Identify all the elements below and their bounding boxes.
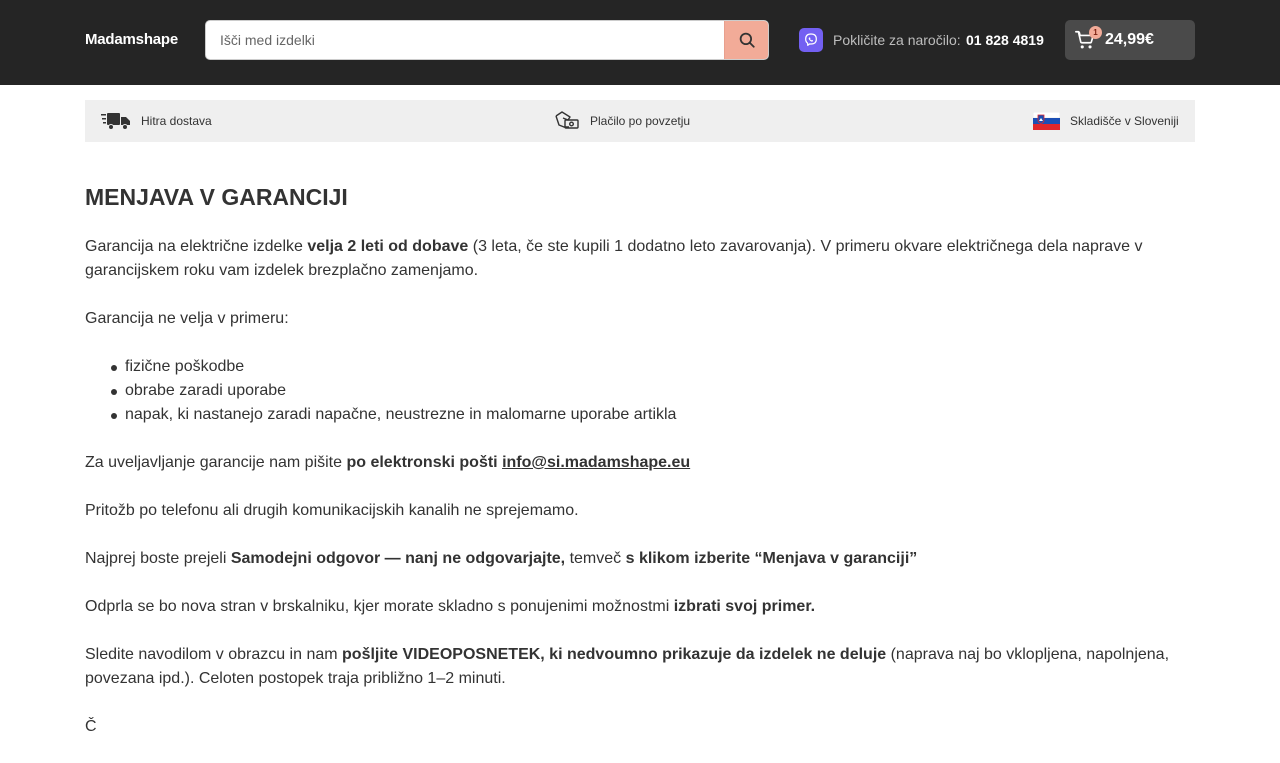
logo[interactable]: Madamshape [85,31,179,48]
text: Za uveljavljanje garancije nam pišite [85,454,347,471]
text: Garancija na električne izdelke [85,238,308,255]
cart-count-badge: 1 [1089,26,1102,39]
video-paragraph [85,643,1195,691]
cash-hand-icon [554,110,580,132]
new-page-paragraph [85,595,1195,619]
email-paragraph [85,451,1195,475]
email-link[interactable]: info@si.madamshape.eu [502,454,691,471]
text: Sledite navodilom v obrazcu in nam [85,646,343,663]
list-item: napak, ki nastanejo zaradi napačne, neustrezne in malomarne uporabe artikla [111,403,1195,427]
search-bar [205,20,769,60]
benefit-fast-delivery [101,100,212,142]
site-header [0,0,1280,85]
list-item: fizične poškodbe [111,355,1195,379]
text-bold: po elektronski pošti [346,454,498,471]
text-bold: izbrati svoj primer. [673,598,816,615]
text: Odprla se bo nova stran v brskalniku, kjer morate skladno s ponujenimi možnostmi [85,598,674,615]
benefit-label: Plačilo po povzetju [590,114,691,128]
search-icon [738,31,756,49]
cart-button[interactable] [1065,20,1195,60]
exclusions-list [85,355,1195,427]
text: (naprava naj bo vklopljena, napolnjena, povezana ipd.). Celoten postopek traja približno 1–2 minuti. [85,646,1170,687]
truck-icon [101,111,131,131]
text-bold: s klikom izberite “Menjava v garanciji” [625,550,918,567]
benefit-cash-on-delivery [554,100,690,142]
text-bold: velja 2 leti od dobave [307,238,469,255]
page-title: MENJAVA V GARANCIJI [85,184,348,210]
auto-reply-paragraph [85,547,1195,571]
exclusions-intro: Garancija ne velja v primeru: [85,310,289,327]
viber-icon[interactable] [799,28,823,52]
warranty-paragraph [85,235,1195,283]
benefit-label: Hitra dostava [141,114,212,128]
benefits-bar [85,100,1195,142]
cut-off-paragraph: Č [85,718,97,735]
text: temveč [565,550,626,567]
search-input[interactable] [206,21,726,59]
text-bold: pošljite VIDEOPOSNETEK, ki nedvoumno prikazuje da izdelek ne deluje [342,646,887,663]
cart-total: 24,99€ [1105,31,1154,48]
search-button[interactable] [724,21,768,59]
phone-number[interactable]: 01 828 4819 [966,32,1044,48]
phone-complaints-paragraph: Pritožb po telefonu ali drugih komunikacijskih kanalih ne sprejemamo. [85,502,579,519]
list-item: obrabe zaradi uporabe [111,379,1195,403]
slovenia-flag-icon [1033,112,1060,130]
text: (3 leta, če ste kupili 1 dodatno leto zavarovanja). V primeru okvare električnega dela naprave v garancijskem roku vam izdelek brezplačno zamenjamo. [85,238,1143,279]
phone-label: Pokličite za naročilo: [833,32,961,48]
text: Najprej boste prejeli [85,550,231,567]
main-content [85,181,1195,763]
benefit-slovenia-warehouse [1033,100,1179,142]
benefit-label: Skladišče v Sloveniji [1070,114,1179,128]
text-bold: Samodejni odgovor — nanj ne odgovarjajte, [230,550,566,567]
